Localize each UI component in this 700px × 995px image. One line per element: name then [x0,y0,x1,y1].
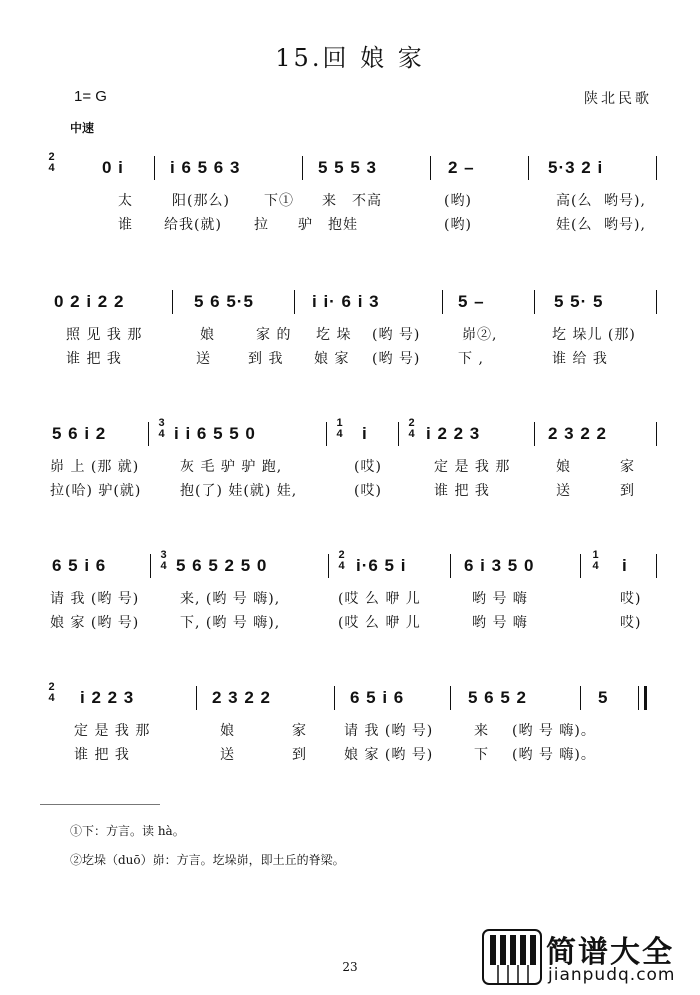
notes-row [44,550,664,580]
lyric: 哎) [620,615,642,631]
measure: 5 – [458,292,485,311]
lyric: 圪 垛儿 (那) [552,327,636,343]
measure: 5 [598,688,609,707]
lyric: 送 [196,351,211,367]
barline [294,290,295,314]
barline [656,554,657,578]
barline [638,686,639,710]
lyric: 谁 把 我 [74,747,130,763]
barline [328,554,329,578]
score-system-4 [0,550,700,660]
barline [656,156,657,180]
notes-row [44,418,664,448]
measure: i [622,556,628,575]
lyric: 娘 家 [314,351,350,367]
barline [148,422,149,446]
song-title: 15.回 娘 家 [275,44,425,72]
lyric: 娘 [220,723,235,739]
measure: 2 3 2 2 [548,424,607,443]
barline [580,554,581,578]
time-signature: 2 4 [408,417,416,440]
lyric: 娘 家 (哟 号) [50,615,140,631]
time-signature: 3 4 [158,417,166,440]
lyric: 驴 [298,217,313,233]
time-signature: 3 4 [160,549,168,572]
measure: i 2 2 3 [426,424,481,443]
measure: 2 – [448,158,475,177]
measure: 5 5· 5 [554,292,604,311]
lyric: 娘 家 (哟 号) [344,747,434,763]
score-system-1 [0,152,700,262]
lyric: (哟 号) [372,327,421,343]
lyric: 娃(么 [556,217,593,233]
lyric: (哟 号 嗨)。 [512,723,596,739]
measure: 5 6 5 2 5 0 [176,556,268,575]
measure: 6 5 i 6 [350,688,405,707]
lyric: (哎) [354,459,382,475]
lyric: 阳(那么) [172,193,230,209]
lyric: (哎 么 咿 儿 [338,615,421,631]
barline [580,686,581,710]
time-signature: 2 4 [48,681,56,704]
lyric: 哟号), [604,193,646,209]
lyric: 谁 [118,217,133,233]
lyric: 来 [474,723,489,739]
lyric: 到 [620,483,635,499]
score-system-5 [0,682,700,792]
lyric: 照 见 我 那 [66,327,143,343]
measure: i [362,424,368,443]
barline [430,156,431,180]
time-signature: 2 4 [48,151,56,174]
lyric: 不高 [352,193,382,209]
lyric: 送 [220,747,235,763]
lyric: 娘 [200,327,215,343]
barline [528,156,529,180]
lyric: 峁②, [462,327,498,343]
lyric: (哟 号) [372,351,421,367]
time-signature: 1 4 [336,417,344,440]
time-signature: 2 4 [338,549,346,572]
score-system-2 [0,286,700,396]
lyric: 谁 把 我 [434,483,490,499]
lyric: 哎) [620,591,642,607]
measure: 6 5 i 6 [52,556,107,575]
lyric: 家 [620,459,635,475]
barline [326,422,327,446]
lyric: 谁 给 我 [552,351,608,367]
measure: 5 6 5·5 [194,292,254,311]
footnote-2: ②圪垛（duō）峁：方言。圪垛峁，即土丘的脊梁。 [70,853,345,867]
song-origin: 陕北民歌 [584,91,652,107]
watermark-title: 简谱大全 [546,935,674,970]
lyric: 请 我 (哟 号) [50,591,140,607]
measure: 5 6 5 2 [468,688,527,707]
final-barline [644,686,647,710]
barline [154,156,155,180]
lyric: 灰 毛 驴 驴 跑, [180,459,283,475]
time-signature: 1 4 [592,549,600,572]
notes-row [44,152,664,182]
lyric: 娘 [556,459,571,475]
lyric: 抱娃 [328,217,358,233]
measure: 0 i [102,158,124,177]
measure: i i· 6 i 3 [312,292,380,311]
barline [656,290,657,314]
measure: 2 3 2 2 [212,688,271,707]
lyric: 太 [118,193,133,209]
measure: 5 5 5 3 [318,158,377,177]
footnote-divider [40,804,160,805]
lyric: 到 [292,747,307,763]
lyric: 给我(就) [164,217,222,233]
lyric: (哟 号 嗨)。 [512,747,596,763]
barline [442,290,443,314]
measure: i i 6 5 5 0 [174,424,256,443]
piano-keys-icon [482,929,542,985]
footnote-1: ①下：方言。读 hà。 [70,824,185,838]
lyric: 送 [556,483,571,499]
lyric: 下 , [458,351,484,367]
lyric: 圪 垛 [316,327,352,343]
lyric: 下 [474,747,489,763]
lyric: (哎 么 咿 儿 [338,591,421,607]
lyric: 抱(了) 娃(就) 娃, [180,483,298,499]
barline [534,422,535,446]
lyric: 哟 号 嗨 [472,591,528,607]
score-system-3 [0,418,700,528]
lyric: 哟 号 嗨 [472,615,528,631]
measure: i 6 5 6 3 [170,158,241,177]
barline [172,290,173,314]
barline [656,422,657,446]
watermark-url: jianpudq.com [548,965,676,985]
measure: 0 2 i 2 2 [54,292,125,311]
lyric: 哟号), [604,217,646,233]
lyric: 拉 [254,217,269,233]
watermark-logo [482,925,692,990]
lyric: 家 的 [256,327,292,343]
measure: 6 i 3 5 0 [464,556,535,575]
lyric: 来 [322,193,337,209]
lyric: 谁 把 我 [66,351,122,367]
measure: i 2 2 3 [80,688,135,707]
lyric: (哟) [444,217,472,233]
barline [334,686,335,710]
measure: i·6 5 i [356,556,407,575]
barline [534,290,535,314]
lyric: 下① [264,193,294,209]
lyric: 来, (哟 号 嗨), [180,591,281,607]
lyric: 峁 上 (那 就) [50,459,140,475]
lyric: 到 我 [248,351,284,367]
notes-row [44,286,664,316]
lyric: 拉(哈) 驴(就) [50,483,142,499]
lyric: 定 是 我 那 [434,459,511,475]
barline [450,554,451,578]
key-signature: 1= G [74,88,107,105]
lyric: (哟) [444,193,472,209]
tempo-marking: 中速 [70,121,95,135]
notes-row [44,682,664,712]
lyric: 下, (哟 号 嗨), [180,615,281,631]
lyric: 请 我 (哟 号) [344,723,434,739]
barline [196,686,197,710]
measure: 5·3 2 i [548,158,604,177]
barline [150,554,151,578]
lyric: 高(么 [556,193,593,209]
barline [450,686,451,710]
lyric: 定 是 我 那 [74,723,151,739]
measure: 5 6 i 2 [52,424,107,443]
page-number: 23 [342,960,358,974]
lyric: 家 [292,723,307,739]
barline [398,422,399,446]
barline [302,156,303,180]
lyric: (哎) [354,483,382,499]
